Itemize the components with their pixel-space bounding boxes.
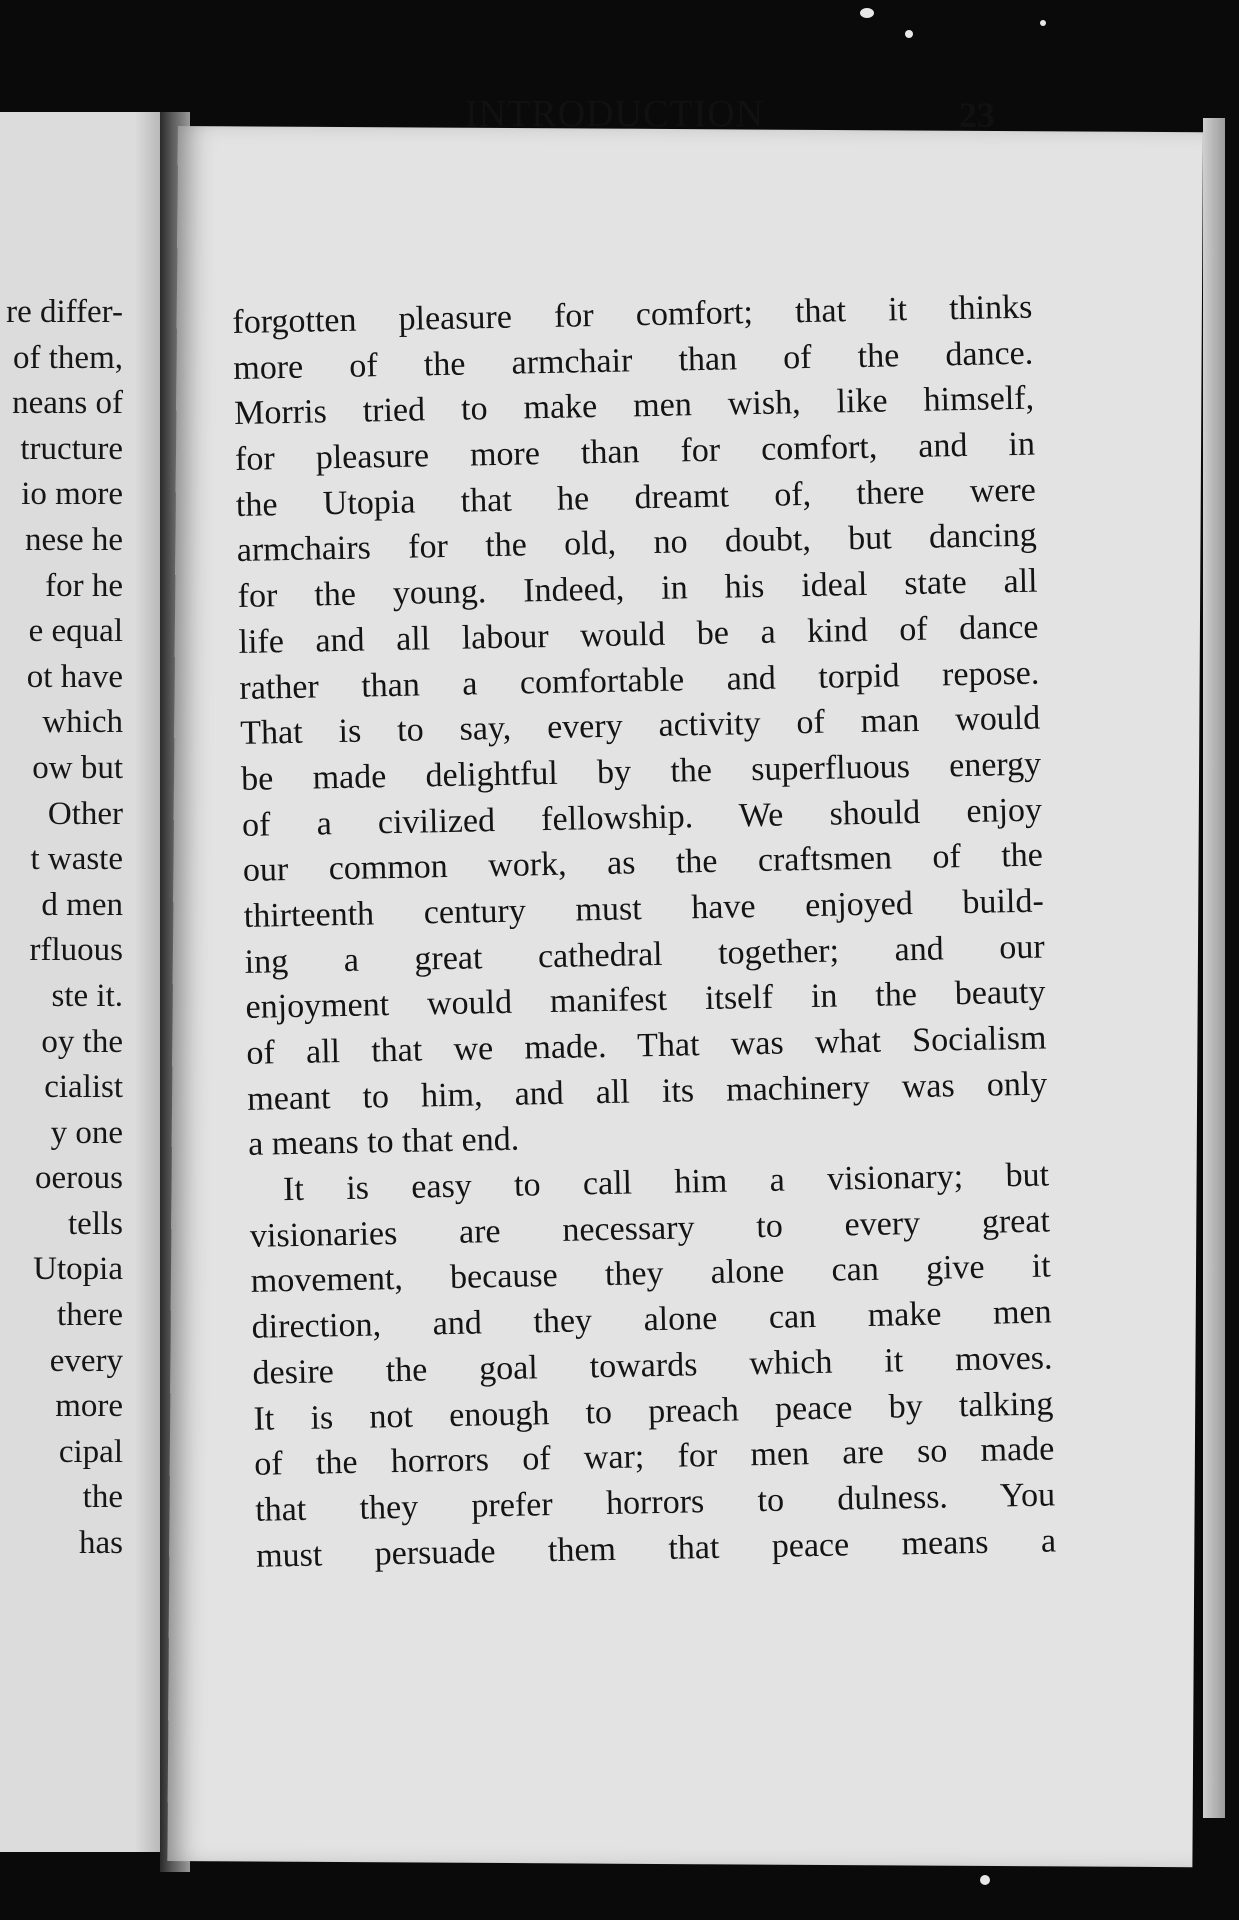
text-line: the xyxy=(82,1479,123,1516)
running-head: INTRODUCTION xyxy=(465,93,765,135)
dust-speck xyxy=(905,30,913,38)
text-line: re differ- xyxy=(6,294,123,330)
page-number: 23 xyxy=(959,95,995,135)
text-line: ste it. xyxy=(51,977,123,1014)
text-line: That is to say, every activity of man would xyxy=(239,699,1041,753)
text-line: for the young. Indeed, in his ideal state all xyxy=(237,562,1038,616)
text-line: oy the xyxy=(41,1023,123,1060)
text-line: y one xyxy=(50,1114,123,1151)
text-line: life and all labour would be a kind of dance xyxy=(238,608,1039,661)
text-line: that they prefer horrors to dulness. You xyxy=(254,1476,1056,1529)
text-line: visionaries are necessary to every great xyxy=(249,1202,1051,1255)
right-page-body-text xyxy=(232,285,1056,1579)
text-line: cialist xyxy=(44,1069,123,1106)
text-line: the Utopia that he dreamt of, there were xyxy=(235,471,1037,524)
text-line: has xyxy=(79,1525,123,1562)
text-line: Utopia xyxy=(33,1251,123,1288)
text-line: thirteenth century must have enjoyed build- xyxy=(243,882,1045,935)
dust-speck xyxy=(980,1875,990,1885)
text-line: rather than a comfortable and torpid repose. xyxy=(239,654,1040,707)
text-line: forgotten pleasure for comfort; that it thinks xyxy=(232,288,1033,341)
text-line: neans of xyxy=(12,385,123,422)
text-line: for pleasure more than for comfort, and in xyxy=(234,425,1036,479)
text-line: of them, xyxy=(13,339,123,376)
text-line: ow but xyxy=(32,749,123,786)
text-line: for he xyxy=(45,567,123,604)
left-facing-page xyxy=(0,112,175,1852)
text-line: there xyxy=(57,1297,123,1334)
text-line: tells xyxy=(68,1205,123,1242)
text-line: It is easy to call him a visionary; but xyxy=(282,1156,1050,1209)
text-line: rfluous xyxy=(29,932,123,969)
text-line: oerous xyxy=(35,1160,123,1197)
text-line: ot have xyxy=(26,658,123,695)
text-line: enjoyment would manifest itself in the beauty xyxy=(245,973,1046,1027)
text-line: more xyxy=(55,1388,123,1425)
text-line: of all that we made. That was what Socialism xyxy=(246,1019,1047,1072)
text-line: armchairs for the old, no doubt, but dancing xyxy=(236,517,1038,570)
text-line: must persuade them that peace means a xyxy=(255,1521,1057,1575)
text-line: It is not enough to preach peace by talking xyxy=(253,1384,1054,1438)
text-line: tructure xyxy=(20,430,123,467)
text-line: meant to him, and all its machinery was only xyxy=(246,1065,1048,1118)
left-page-text xyxy=(6,290,123,1567)
text-line: t waste xyxy=(30,841,123,878)
text-line: a means to that end. xyxy=(247,1121,520,1164)
text-line: nese he xyxy=(24,521,123,558)
text-line: of the horrors of war; for men are so made xyxy=(254,1430,1055,1483)
text-line: more of the armchair than of the dance. xyxy=(232,334,1034,387)
dust-speck xyxy=(1040,20,1046,26)
page-edge xyxy=(1203,118,1225,1818)
text-line: direction, and they alone can make men xyxy=(251,1293,1052,1346)
text-line: io more xyxy=(21,476,123,513)
text-line: movement, because they alone can give it xyxy=(250,1247,1052,1301)
text-line: cipal xyxy=(58,1433,123,1470)
text-line: e equal xyxy=(28,613,123,650)
text-line: d men xyxy=(41,886,123,923)
text-line: of a civilized fellowship. We should enjoy xyxy=(241,791,1043,844)
text-line: Morris tried to make men wish, like himself, xyxy=(233,379,1035,433)
text-line: ing a great cathedral together; and our xyxy=(244,928,1045,981)
text-line: Other xyxy=(47,795,123,832)
text-line: be made delightful by the superfluous energy xyxy=(240,745,1042,798)
text-line: which xyxy=(42,704,123,741)
text-line: desire the goal towards which it moves. xyxy=(252,1339,1053,1392)
text-line: every xyxy=(49,1342,123,1379)
text-line: our common work, as the craftsmen of the xyxy=(242,836,1044,890)
dust-speck xyxy=(860,8,874,18)
page-header xyxy=(290,92,1050,142)
